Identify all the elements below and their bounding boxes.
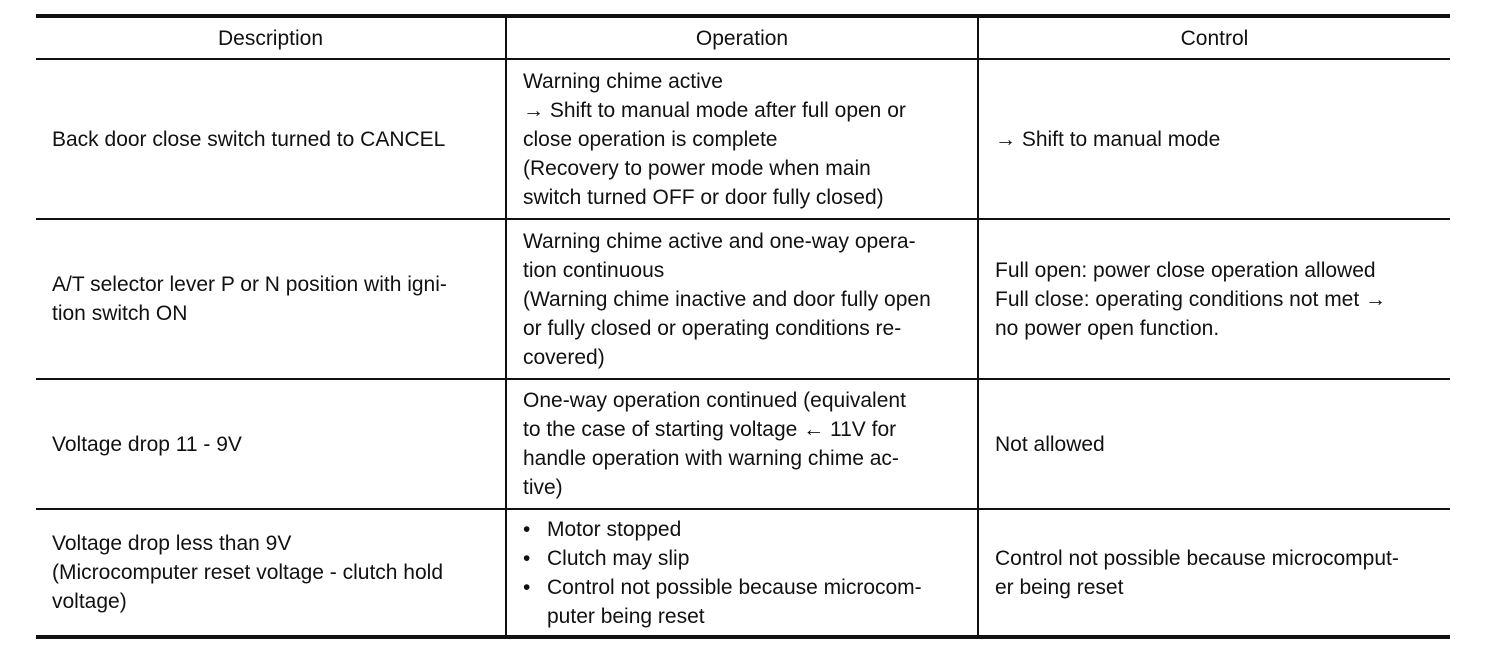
operation-cell: [506, 219, 978, 379]
bullet-icon: •: [523, 517, 531, 541]
table-row: [36, 509, 1450, 637]
operation-line: (Warning chime inactive and door fully open: [523, 287, 931, 311]
control-line: → Shift to manual mode: [995, 127, 1221, 151]
header-operation: Operation: [506, 16, 978, 59]
bullet-item: [523, 515, 961, 544]
bullet-text: puter being reset: [547, 604, 705, 628]
bullet-icon: •: [523, 546, 531, 570]
operation-line: tion continuous: [523, 258, 665, 282]
description-cell: [36, 509, 506, 637]
description-cell: [36, 59, 506, 219]
bullet-item: [523, 544, 961, 573]
control-line: Full open: power close operation allowed: [995, 258, 1376, 282]
control-cell: [978, 59, 1450, 219]
control-cell: [978, 379, 1450, 509]
operation-bullet-list: [523, 515, 961, 631]
control-cell: [978, 509, 1450, 637]
control-line: no power open function.: [995, 316, 1220, 340]
bullet-icon: •: [523, 575, 531, 599]
header-control: Control: [978, 16, 1450, 59]
control-line: Control not possible because microcomput-: [995, 546, 1399, 570]
operation-line: Warning chime active and one-way opera-: [523, 229, 916, 253]
description-cell: [36, 379, 506, 509]
bullet-text: Clutch may slip: [547, 546, 690, 570]
control-line: Full close: operating conditions not met →: [995, 287, 1387, 311]
table-row: [36, 379, 1450, 509]
header-description: Description: [36, 16, 506, 59]
description-cell: [36, 219, 506, 379]
operation-line: tive): [523, 476, 563, 499]
description-line: A/T selector lever P or N position with igni-: [52, 273, 447, 296]
operation-line: handle operation with warning chime ac-: [523, 447, 899, 470]
operation-line: to the case of starting voltage ← 11V for: [523, 418, 897, 441]
description-line: (Microcomputer reset voltage - clutch hold: [52, 561, 443, 584]
control-line: Not allowed: [995, 432, 1105, 456]
description-line: tion switch ON: [52, 302, 188, 325]
description-line: Voltage drop less than 9V: [52, 532, 292, 555]
control-cell: [978, 219, 1450, 379]
operation-line: → Shift to manual mode after full open or: [523, 98, 906, 122]
operation-cell: [506, 59, 978, 219]
operation-line: (Recovery to power mode when main: [523, 156, 871, 180]
description-line: Back door close switch turned to CANCEL: [52, 127, 446, 151]
operation-line: One-way operation continued (equivalent: [523, 389, 906, 412]
bullet-text: Motor stopped: [547, 517, 682, 541]
operation-line: close operation is complete: [523, 127, 778, 151]
control-line: er being reset: [995, 575, 1124, 599]
operation-cell: [506, 509, 978, 637]
operation-line: switch turned OFF or door fully closed): [523, 185, 884, 209]
operation-line: covered): [523, 345, 605, 369]
operation-line: Warning chime active: [523, 69, 723, 93]
operation-line: or fully closed or operating conditions re-: [523, 316, 902, 340]
table-row: [36, 59, 1450, 219]
description-line: Voltage drop 11 - 9V: [52, 432, 242, 456]
description-line: voltage): [52, 590, 127, 613]
bullet-text: Control not possible because microcom-: [547, 575, 922, 599]
fail-safe-table: [36, 14, 1450, 639]
header-row: [36, 16, 1450, 59]
operation-cell: [506, 379, 978, 509]
table-row: [36, 219, 1450, 379]
bullet-item: [523, 573, 961, 631]
